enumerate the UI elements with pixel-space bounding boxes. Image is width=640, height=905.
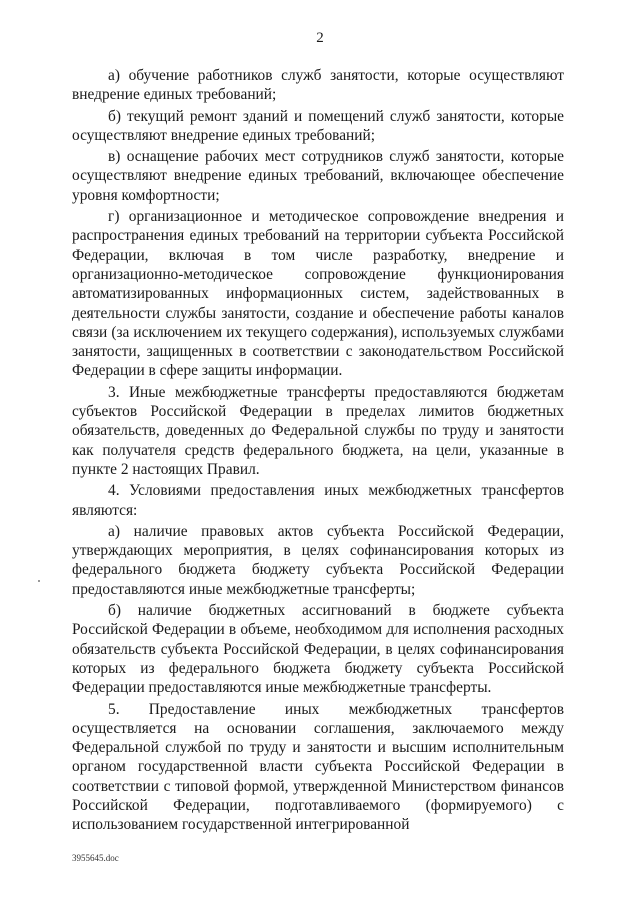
paragraph-item-a: а) обучение работников служб занятости, которые осуществляют внедрение единых требований; (72, 67, 564, 104)
paragraph-item-v: в) оснащение рабочих мест сотрудников служб занятости, которые осуществляют внедрение единых требований, включающее обеспечение уровня комфортности; (72, 148, 564, 204)
paragraph-clause-5: 5. Предоставление иных межбюджетных трансфертов осуществляется на основании соглашения, заключаемого между Федеральной службой по труду и занятости и высшим исполнительным органом государственной власти субъекта Российской Федерации в соответствии с типовой формой, утвержденной Министерством финансов Российской Федерации, подготавливаемого (формируемого) с использованием государственной интегрированной (72, 700, 564, 834)
document-footer: 3955645.doc (72, 853, 119, 863)
margin-mark (38, 580, 40, 582)
paragraph-clause-3: 3. Иные межбюджетные трансферты предоставляются бюджетам субъектов Российской Федерации в пределах лимитов бюджетных обязательств, доведенных до Федеральной службы по труду и занятости как получателя средств федерального бюджета, на цели, указанные в пункте 2 настоящих Правил. (72, 383, 564, 478)
paragraph-clause-4-b: б) наличие бюджетных ассигнований в бюджете субъекта Российской Федерации в объеме, необходимом для исполнения расходных обязательств субъекта Российской Федерации, в целях софинансирования которых из федерального бюджета бюджету субъекта Российской Федерации предоставляются иные межбюджетные трансферты. (72, 602, 564, 697)
paragraph-clause-4: 4. Условиями предоставления иных межбюджетных трансфертов являются: (72, 482, 564, 519)
page-number: 2 (316, 30, 324, 46)
paragraph-clause-4-a: а) наличие правовых актов субъекта Российской Федерации, утверждающих мероприятия, в целях софинансирования которых из федерального бюджета бюджету субъекта Российской Федерации предоставляются иные межбюджетные трансферты; (72, 522, 564, 598)
document-body (72, 66, 564, 837)
paragraph-item-g: г) организационное и методическое сопровождение внедрения и распространения единых требований на территории субъекта Российской Федерации, включая в том числе разработку, внедрение и организационно-методическое сопровождение функционирования автоматизированных информационных систем, задействованных в деятельности службы занятости, создание и обеспечение работы каналов связи (за исключением их текущего содержания), используемых службами занятости, защищенных в соответствии с законодательством Российской Федерации в сфере защиты информации. (72, 208, 564, 380)
paragraph-item-b: б) текущий ремонт зданий и помещений служб занятости, которые осуществляют внедрение единых требований; (72, 107, 564, 144)
